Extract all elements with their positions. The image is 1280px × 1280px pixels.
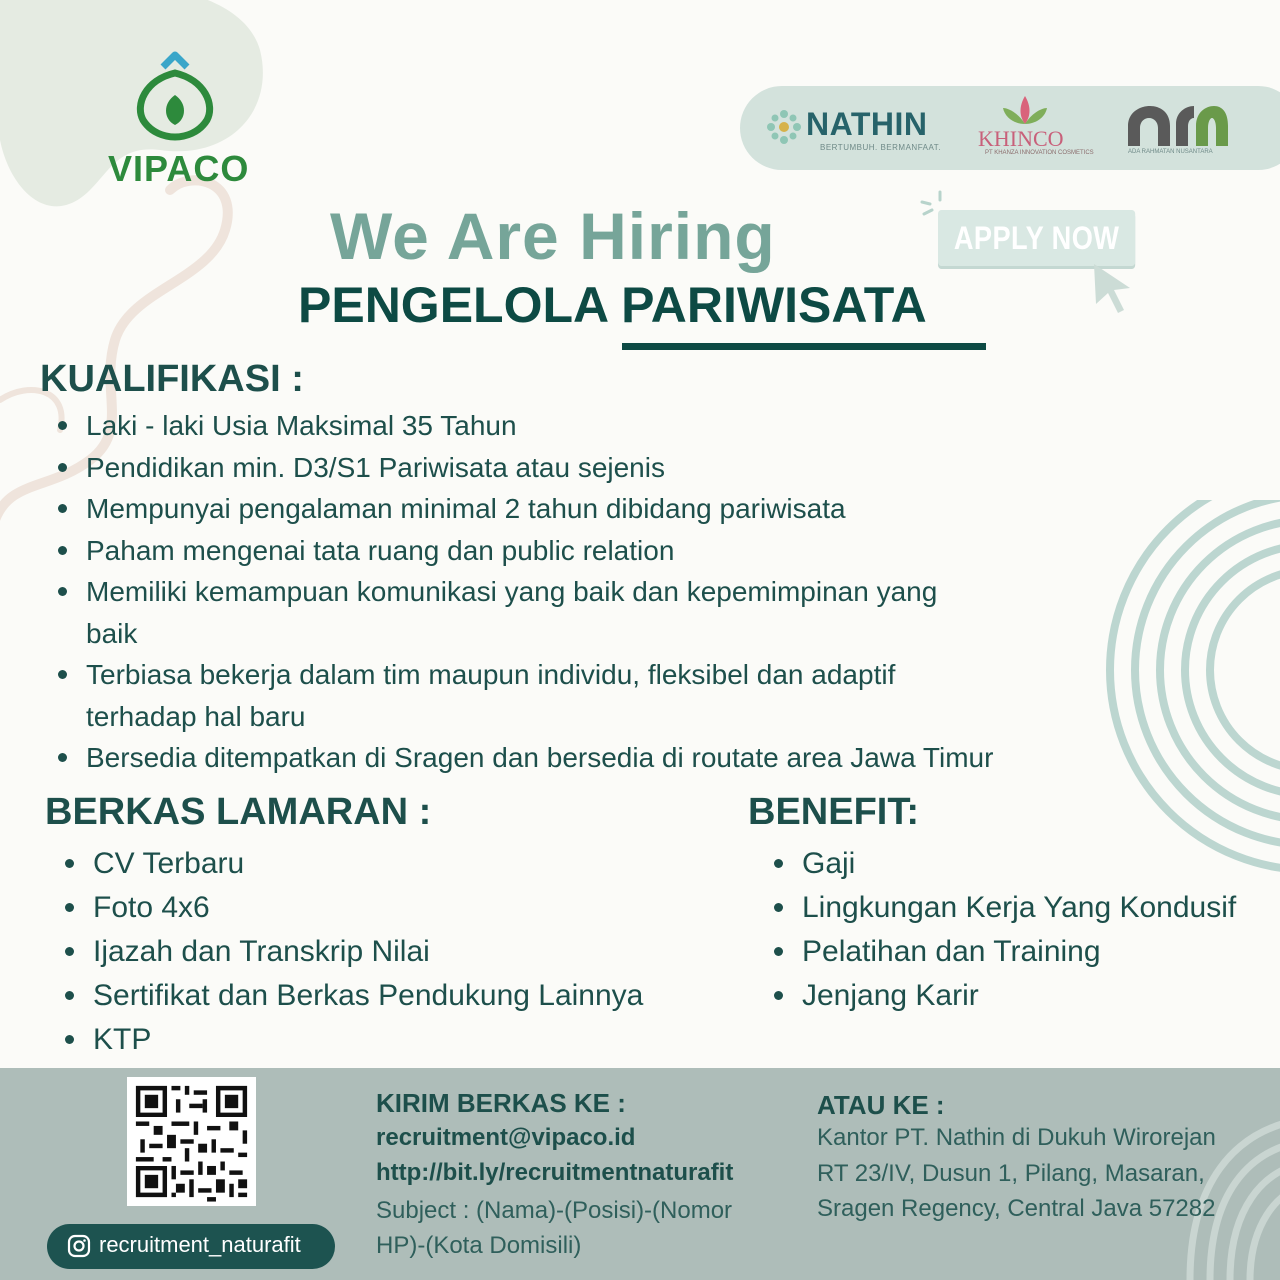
- nathin-flower-icon: [765, 108, 803, 146]
- benefit-heading: BENEFIT:: [748, 791, 919, 833]
- brand-name: VIPACO: [108, 148, 250, 189]
- decorative-rings: [1070, 500, 1280, 900]
- title-underline: [622, 343, 986, 350]
- recruitment-email-link[interactable]: recruitment@vipaco.id: [376, 1124, 636, 1151]
- arn-logo-icon: [1122, 102, 1232, 148]
- list-item: Mempunyai pengalaman minimal 2 tahun dibidang pariwisata: [40, 488, 1060, 530]
- list-item: Bersedia ditempatkan di Sragen dan bersedia di routate area Jawa Timur: [40, 737, 1060, 779]
- berkas-heading: BERKAS LAMARAN :: [45, 791, 432, 833]
- partner-nathin-tagline: BERTUMBUH. BERMANFAAT.: [820, 143, 941, 152]
- list-item: Laki - laki Usia Maksimal 35 Tahun: [40, 405, 1060, 447]
- cursor-arrow-icon: [1090, 260, 1134, 316]
- partner-nathin-name: NATHIN: [806, 106, 928, 142]
- partner-arn-tagline: ADA RAHMATAN NUSANTARA: [1128, 149, 1213, 155]
- khinco-lotus-icon: [995, 94, 1055, 128]
- partner-khinco-name: KHINCO: [978, 126, 1064, 151]
- list-item: Memiliki kemampuan komunikasi yang baik dan kepemimpinan yang baik: [40, 571, 986, 654]
- kualifikasi-list: [40, 405, 1060, 779]
- hiring-headline: We Are Hiring: [330, 199, 776, 273]
- list-item: Paham mengenai tata ruang dan public relation: [40, 530, 1060, 572]
- list-item: KTP: [47, 1018, 727, 1062]
- recruitment-url-link[interactable]: http://bit.ly/recruitmentnaturafit: [376, 1159, 734, 1186]
- list-item: Jenjang Karir: [756, 974, 1276, 1018]
- atau-ke-heading: ATAU KE :: [817, 1090, 945, 1120]
- list-item: Pendidikan min. D3/S1 Pariwisata atau sejenis: [40, 447, 1060, 489]
- office-address: Kantor PT. Nathin di Dukuh Wirorejan RT 23/IV, Dusun 1, Pilang, Masaran, Sragen Regency, Central Java 57282: [817, 1124, 1216, 1222]
- partner-khinco-tagline: PT KHANZA INNOVATION COSMETICS: [985, 150, 1094, 156]
- list-item: Ijazah dan Transkrip Nilai: [47, 930, 727, 974]
- instagram-handle[interactable]: recruitment_naturafit: [99, 1232, 301, 1257]
- list-item: Lingkungan Kerja Yang Kondusif: [756, 886, 1276, 930]
- instagram-icon: [67, 1234, 91, 1258]
- list-item: Sertifikat dan Berkas Pendukung Lainnya: [47, 974, 727, 1018]
- list-item: Gaji: [756, 842, 1276, 886]
- job-position-title: PENGELOLA PARIWISATA: [298, 277, 927, 333]
- benefit-list: [756, 842, 1276, 1018]
- qr-code[interactable]: [127, 1077, 256, 1206]
- berkas-list: [47, 842, 727, 1062]
- list-item: Pelatihan dan Training: [756, 930, 1276, 974]
- list-item: CV Terbaru: [47, 842, 727, 886]
- list-item: Terbiasa bekerja dalam tim maupun individu, fleksibel dan adaptif terhadap hal baru: [40, 654, 966, 737]
- kualifikasi-heading: KUALIFIKASI :: [40, 358, 304, 400]
- apply-now-button[interactable]: APPLY NOW: [938, 210, 1135, 266]
- kirim-berkas-heading: KIRIM BERKAS KE :: [376, 1088, 626, 1118]
- vipaco-leaf-icon: [105, 45, 265, 145]
- email-subject-format: Subject : (Nama)-(Posisi)-(Nomor HP)-(Kota Domisili): [376, 1197, 733, 1259]
- list-item: Foto 4x6: [47, 886, 727, 930]
